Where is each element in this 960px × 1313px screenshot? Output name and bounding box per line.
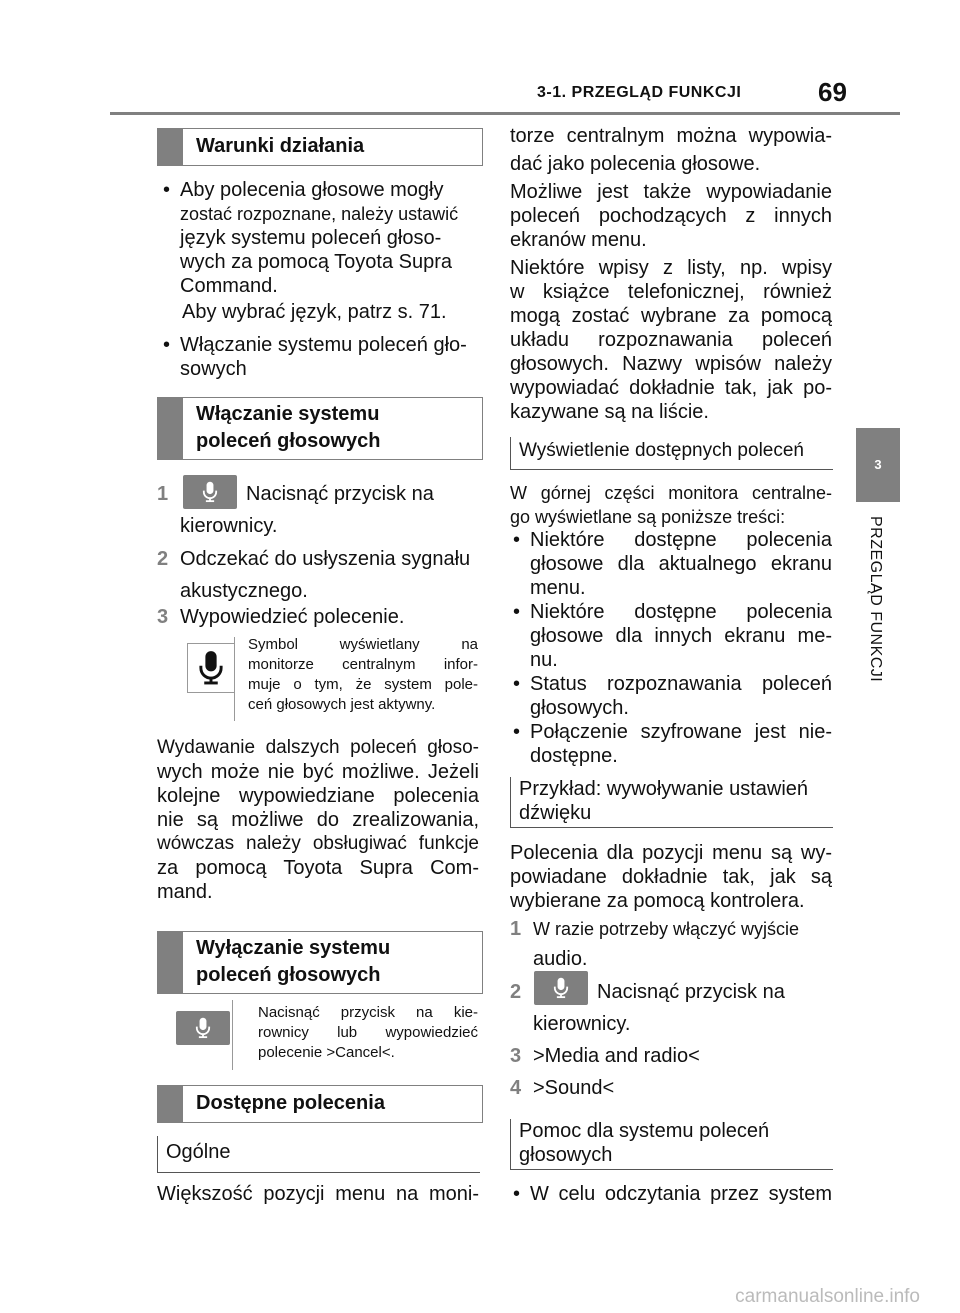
list-item: • Niektóre dostępne polecenia: [510, 528, 832, 552]
chapter-label: PRZEGLĄD FUNKCJI: [867, 516, 884, 683]
step-2-text: Odczekać do usłyszenia sygnału akustycznego.: [180, 548, 471, 602]
see-page-note: Aby wybrać język, patrz s. 71.: [182, 301, 447, 323]
example-step-3-text: >Media and radio<: [533, 1045, 700, 1067]
watermark: carmanualsonline.info: [735, 1286, 920, 1307]
conditions-bullet-2: • Włączanie systemu poleceń gło- sowych: [160, 333, 478, 381]
heading-available: Dostępne polecenia: [157, 1085, 483, 1123]
heading-disable: Wyłączanie systemu poleceń głosowych: [157, 931, 483, 994]
list-entries-paragraph: Niektóre wpisy z listy, np. wpisy w książce telefonicznej, również mogą zostać wybrane za pomocą układu rozpoznawania poleceń głosowych. Nazwy wpisów należy wypowiadać dokładnie tak, jak po- kazywane są na liście.: [510, 257, 832, 423]
symbol-note: Symbol wyświetlany na monitorze centralnym infor- muje o tym, że system pole- ceń głosowych jest aktywny.: [248, 636, 478, 713]
example-step-2-number: 2: [510, 981, 522, 1003]
heading-conditions: Warunki działania: [157, 128, 483, 166]
other-menus-paragraph: Możliwe jest także wypowiadanie poleceń pochodzących z innych ekranów menu.: [510, 181, 832, 251]
list-item: • Status rozpoznawania poleceń: [510, 672, 832, 696]
list-item: • Niektóre dostępne polecenia: [510, 600, 832, 624]
microphone-icon: [194, 1017, 212, 1039]
subheading-general: Ogólne: [157, 1136, 480, 1173]
conditions-bullet-1: • Aby polecenia głosowe mogły zostać rozpoznane, należy ustawić język systemu poleceń głoso- wych za pomocą Toyota Supra Command. Aby wybrać język, patrz s. 71.: [160, 178, 478, 324]
disable-note: Nacisnąć przycisk na kie- rownicy lub wypowiedzieć polecenie >Cancel<.: [258, 1004, 478, 1061]
help-bullet: • W celu odczytania przez system: [510, 1182, 832, 1206]
subheading-display: Wyświetlenie dostępnych poleceń: [510, 437, 833, 470]
example-step-4-number: 4: [510, 1077, 522, 1099]
voice-button-image: [183, 475, 237, 509]
chapter-tab: 3: [856, 428, 900, 502]
example-paragraph: Polecenia dla pozycji menu są wy- powiadane dokładnie tak, jak są wybierane za pomocą kontrolera.: [510, 842, 832, 912]
example-step-1-text: W razie potrzeby włączyć wyjście audio.: [533, 919, 800, 970]
microphone-icon: [197, 650, 225, 686]
step-1-text: Nacisnąć przycisk na: [246, 483, 434, 505]
voice-button-image: [534, 971, 588, 1005]
general-paragraph-cont: torze centralnym można wypowia- dać jako polecenia głosowe.: [510, 125, 832, 175]
heading-enable: Włączanie systemu poleceń głosowych: [157, 397, 483, 460]
example-step-1-number: 1: [510, 918, 522, 940]
voice-button-image: [176, 1011, 230, 1045]
subheading-example: Przykład: wywoływanie ustawień dźwięku: [510, 777, 833, 828]
example-step-4-text: >Sound<: [533, 1077, 615, 1099]
display-intro: W górnej części monitora centralne- go wyświetlane są poniższe treści:: [510, 483, 832, 527]
example-step-2-cont: kierownicy.: [533, 1013, 631, 1035]
further-commands-paragraph: Wydawanie dalszych poleceń głoso- wych może nie być możliwe. Jeżeli kolejne wypowiedziane polecenia nie są możliwe do zrealizowania, wówczas należy obsługiwać funkcje za pomocą Toyota Supra Com- mand.: [157, 737, 479, 903]
list-item: • Połączenie szyfrowane jest nie-: [510, 720, 832, 744]
step-3-number: 3: [157, 606, 169, 628]
example-step-2-text: Nacisnąć przycisk na: [597, 981, 785, 1003]
display-list: • Niektóre dostępne polecenia głosowe dla aktualnego ekranu menu. • Niektóre dostępne polecenia głosowe dla innych ekranu me- nu. • Status rozpoznawania poleceń głosowych. • Połączenie szyfrowane jest nie- dostępne.: [510, 528, 832, 768]
example-step-3-number: 3: [510, 1045, 522, 1067]
step-2-number: 2: [157, 548, 169, 570]
general-paragraph: Większość pozycji menu na moni-: [157, 1183, 479, 1205]
active-mic-symbol: [187, 643, 235, 693]
microphone-icon: [201, 481, 219, 503]
page-number: 69: [818, 77, 847, 107]
subheading-help: Pomoc dla systemu poleceń głosowych: [510, 1119, 833, 1170]
section-title: 3-1. PRZEGLĄD FUNKCJI: [537, 84, 742, 101]
step-1-number: 1: [157, 483, 169, 505]
header-divider: [110, 112, 900, 115]
step-3-text: Wypowiedzieć polecenie.: [180, 606, 405, 628]
microphone-icon: [552, 977, 570, 999]
step-1-cont: kierownicy.: [180, 515, 278, 537]
